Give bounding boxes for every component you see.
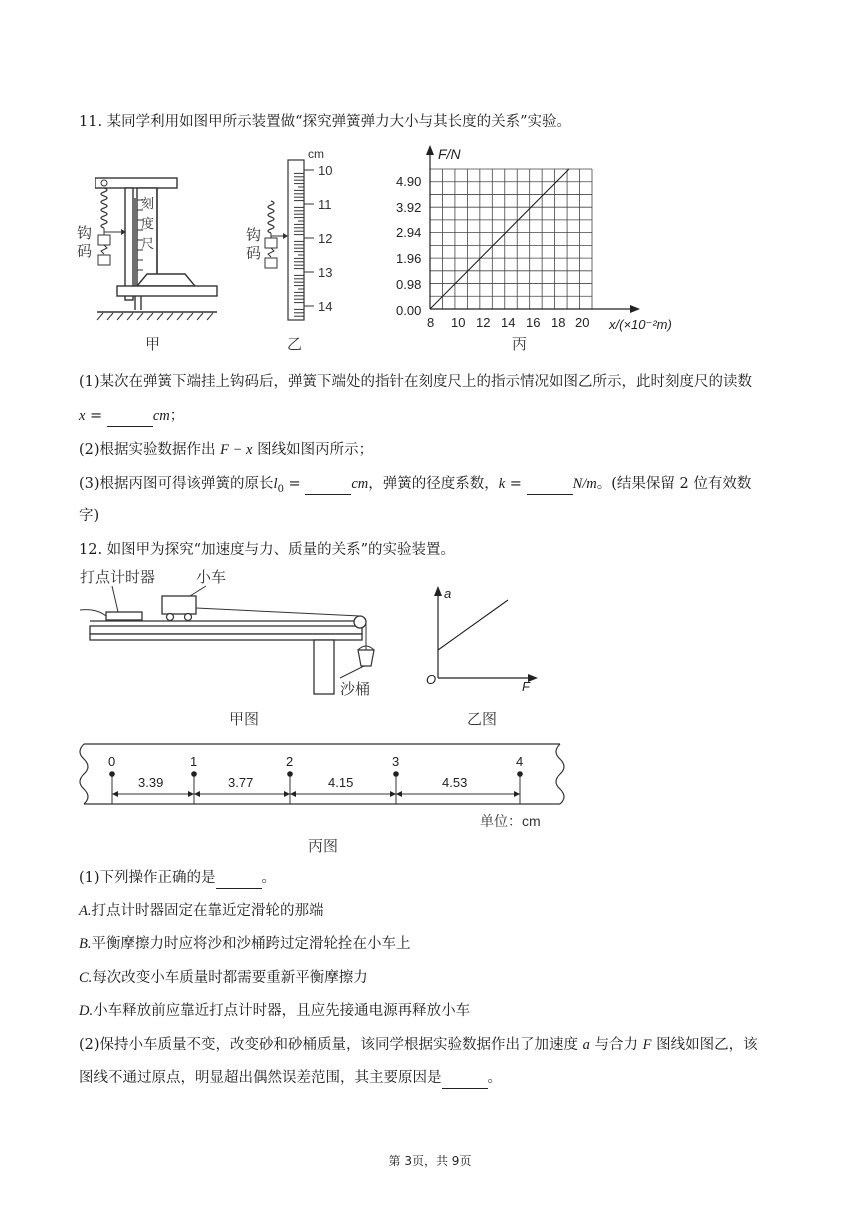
tape-dot-0 xyxy=(109,771,115,777)
ruler-unit: cm xyxy=(308,147,324,161)
ruler-tick-11: 11 xyxy=(318,197,332,212)
label-gouma-yi-1: 钩 xyxy=(246,226,262,244)
tape-seg-1: 3.39 xyxy=(138,775,164,790)
graph-line xyxy=(430,169,569,309)
y-tick-490: 4.90 xyxy=(396,174,422,189)
answer-blank xyxy=(305,474,351,495)
answer-blank xyxy=(527,474,573,495)
label-kedu-3: 尺 xyxy=(141,236,155,251)
tape-dot-2 xyxy=(287,771,293,777)
q11-title: 11. 某同学利用如图甲所示装置做“探究弹簧弹力大小与其长度的关系”实验。 xyxy=(79,114,571,130)
tape-seg-2: 3.77 xyxy=(228,775,254,790)
q12-option-d: D.小车释放前应靠近打点计时器，且应先接通电源再释放小车 xyxy=(79,1003,471,1019)
label-timer: 打点计时器 xyxy=(80,569,156,586)
label-gouma-yi-2: 码 xyxy=(246,244,262,262)
caption-bing: 丙 xyxy=(512,335,528,353)
tape-point-4: 4 xyxy=(516,754,524,769)
y-tick-196: 1.96 xyxy=(396,251,422,266)
q12-option-c: C.每次改变小车质量时都需要重新平衡摩擦力 xyxy=(79,970,368,986)
tape-seg-4: 4.53 xyxy=(442,775,468,790)
tape-point-2: 2 xyxy=(286,754,294,769)
q12-title: 12. 如图甲为探究“加速度与力、质量的关系”的实验装置。 xyxy=(79,542,455,558)
tape-dot-1 xyxy=(191,771,197,777)
ruler-tick-13: 13 xyxy=(318,265,333,280)
q11-figure-jia xyxy=(95,170,225,325)
graph-origin-label: O xyxy=(426,672,437,687)
q12-figure-yi-graph xyxy=(422,584,542,694)
page-footer: 第 3页，共 9页 xyxy=(388,1154,472,1168)
tape-point-0: 0 xyxy=(108,754,116,769)
caption-jia-tu: 甲图 xyxy=(229,710,260,728)
q11-part1-line2: x = cm； xyxy=(79,406,184,427)
q12-part2-line1: (2)保持小车质量不变，改变砂和砂桶质量，该同学根据实验数据作出了加速度 a 与合力 F 图线如图乙，该 xyxy=(79,1037,758,1053)
label-gouma-1: 钩 xyxy=(77,224,93,242)
q12-figure-bing-tape xyxy=(74,742,574,834)
x-tick-18: 18 xyxy=(551,315,566,330)
x-tick-20: 20 xyxy=(575,315,590,330)
ruler-tick-14: 14 xyxy=(318,299,333,314)
tape-point-3: 3 xyxy=(392,754,400,769)
q12-figure-jia xyxy=(78,566,388,706)
tape-seg-3: 4.15 xyxy=(328,775,354,790)
answer-blank xyxy=(216,868,262,889)
ruler-tick-12: 12 xyxy=(318,231,333,246)
tape-dot-4 xyxy=(517,771,523,777)
caption-bing-tu: 丙图 xyxy=(308,837,339,855)
graph-ylabel: F/N xyxy=(438,146,461,162)
q12-option-b: B.平衡摩擦力时应将沙和沙桶跨过定滑轮拴在小车上 xyxy=(79,936,411,952)
q11-figure-yi xyxy=(262,146,342,326)
y-tick-392: 3.92 xyxy=(396,200,422,215)
ruler-tick-10: 10 xyxy=(318,163,333,178)
q11-figure-bing-graph xyxy=(360,143,700,335)
graph-xlabel: x/(×10⁻²m) xyxy=(609,317,672,332)
q12-part1: (1)下列操作正确的是 。 xyxy=(79,868,276,889)
answer-blank xyxy=(107,406,153,427)
q11-part3-line2: 字) xyxy=(79,508,100,524)
label-bucket: 沙桶 xyxy=(340,681,371,698)
q12-option-a: A.打点计时器固定在靠近定滑轮的那端 xyxy=(79,903,324,919)
caption-yi-tu: 乙图 xyxy=(467,710,498,728)
answer-blank xyxy=(442,1068,488,1089)
graph-f-label: F xyxy=(522,679,530,694)
y-tick-294: 2.94 xyxy=(396,225,422,240)
caption-yi: 乙 xyxy=(287,335,303,353)
tape-dot-3 xyxy=(393,771,399,777)
a-f-line xyxy=(438,600,508,650)
label-gouma-2: 码 xyxy=(77,242,93,260)
q11-part2: (2)根据实验数据作出 F − x 图线如图丙所示； xyxy=(79,442,374,458)
y-tick-098: 0.98 xyxy=(396,277,422,292)
q12-part2-line2: 图线不通过原点，明显超出偶然误差范围，其主要原因是 。 xyxy=(79,1068,502,1089)
label-kedu-1: 刻 xyxy=(141,196,155,211)
graph-a-label: a xyxy=(444,586,452,601)
x-tick-16: 16 xyxy=(526,315,541,330)
x-tick-8: 8 xyxy=(427,315,435,330)
label-kedu-2: 度 xyxy=(141,216,155,231)
q11-part3-line1: (3)根据丙图可得该弹簧的原长$l_0$ = cm，弹簧的径度系数，k = N/m。(结果保留 2 位有效数 xyxy=(79,476,752,495)
q11-part1-line1: (1)某次在弹簧下端挂上钩码后，弹簧下端处的指针在刻度尺上的指示情况如图乙所示，此时刻度尺的读数 xyxy=(79,374,753,390)
label-cart: 小车 xyxy=(196,569,227,586)
tape-unit: 单位：cm xyxy=(480,813,541,829)
x-tick-12: 12 xyxy=(476,315,491,330)
x-tick-10: 10 xyxy=(451,315,466,330)
x-tick-14: 14 xyxy=(501,315,516,330)
y-tick-000: 0.00 xyxy=(396,303,422,318)
caption-jia: 甲 xyxy=(145,335,161,353)
tape-point-1: 1 xyxy=(190,754,198,769)
